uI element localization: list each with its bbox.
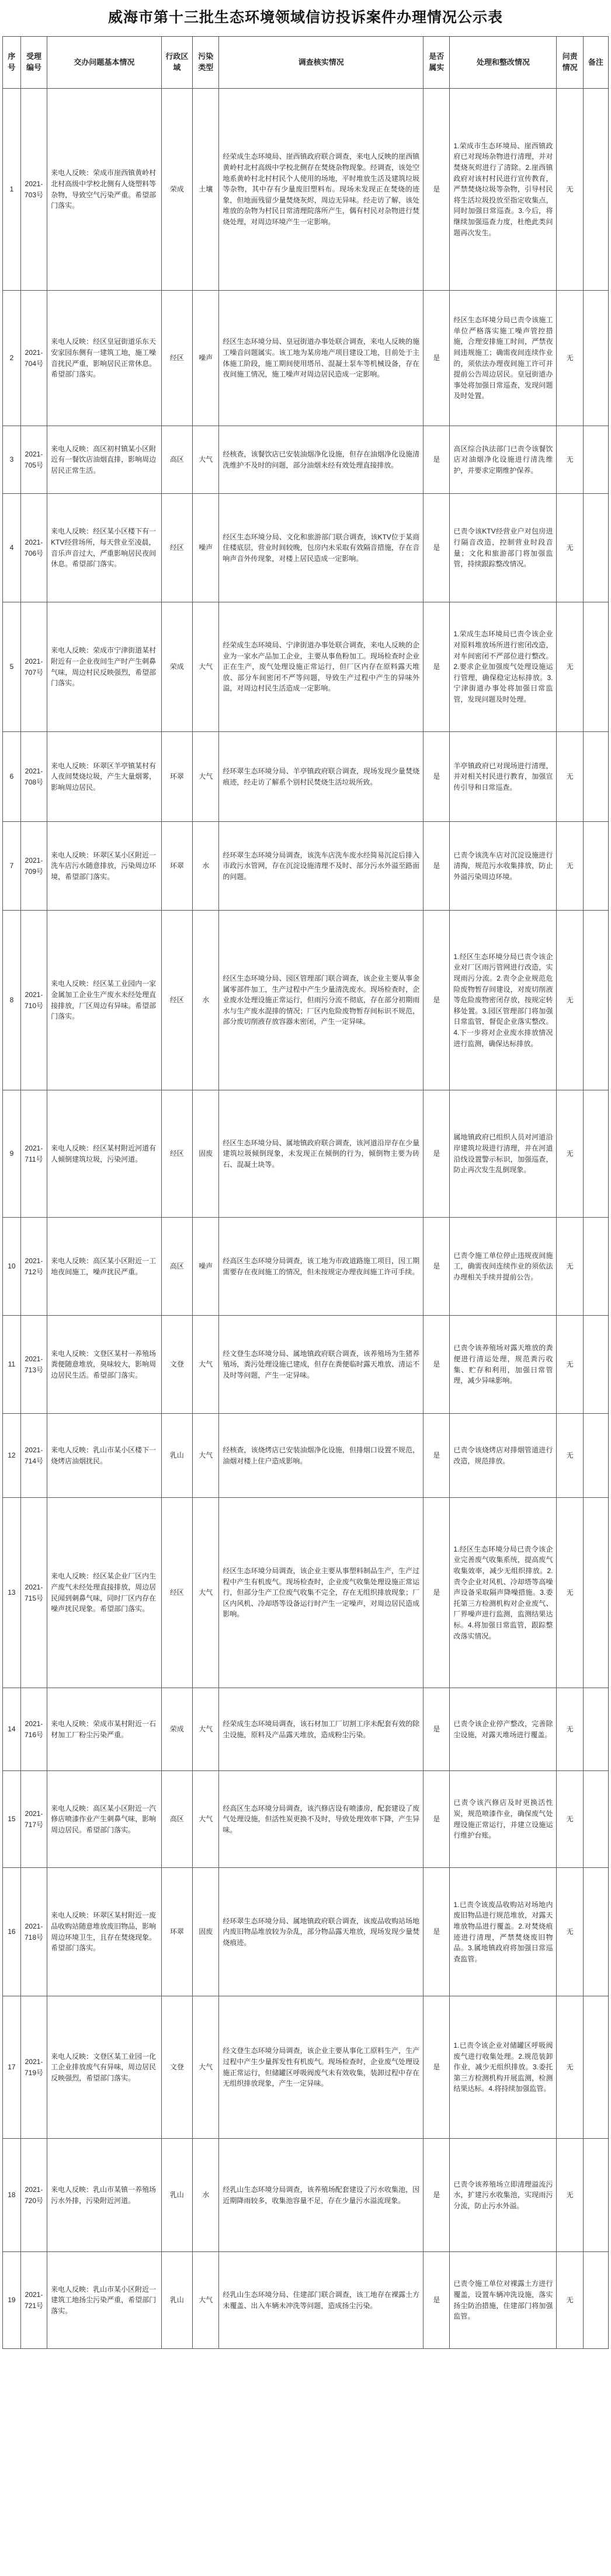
cell-pollution-type: 大气 [193, 1996, 219, 2139]
cell-investigation: 经荣成生态环境局、宁津街道办事处联合调查，来电人反映的企业为一家水产品加工企业，主要从事鱼粉加工。现场检查时企业正在生产，废气处理设施正常运行，但厂区内存在原料露天堆放、部分车间密闭不严等问题，导致生产过程中产生的异味外溢，对周边村民生活造成一定影响。 [219, 602, 423, 732]
cell-accountability: 无 [557, 426, 583, 494]
header-pollution-type: 污染类型 [193, 37, 219, 89]
cell-investigation: 经环翠生态环境分局、属地镇政府联合调查，该废品收购站场地内废旧物品堆放较为杂乱，部分物品露天堆放，现场发现少量焚烧痕迹。 [219, 1868, 423, 1996]
cell-accountability: 无 [557, 1498, 583, 1688]
cell-handling: 已责令该洗车店对沉淀设施进行清掏，规范污水收集排放，防止外溢污染周边环境。 [450, 822, 557, 911]
cell-case-no: 2021-716号 [20, 1688, 47, 1771]
cell-pollution-type: 噪声 [193, 494, 219, 602]
header-investigation: 调查核实情况 [219, 37, 423, 89]
cell-district: 高区 [161, 426, 192, 494]
cell-handling: 经区生态环境分局已责令该施工单位严格落实施工噪声管控措施，合理安排施工时间，严禁夜间违规施工；确需夜间连续作业的，须依法办理夜间施工许可并提前公告周边居民。皇冠街道办事处将加强日常巡查，发现问题及时处置。 [450, 291, 557, 426]
cell-seq: 16 [3, 1868, 21, 1996]
cell-seq: 17 [3, 1996, 21, 2139]
table-row [3, 2139, 609, 2252]
cell-district: 乳山 [161, 2252, 192, 2349]
cell-district: 乳山 [161, 1414, 192, 1498]
cell-handling: 已责令该烧烤店对排烟管道进行改造，规范排放。 [450, 1414, 557, 1498]
cell-accountability: 无 [557, 1414, 583, 1498]
table-row [3, 426, 609, 494]
cell-seq: 8 [3, 911, 21, 1090]
cell-case-no: 2021-712号 [20, 1218, 47, 1316]
cell-pollution-type: 大气 [193, 1771, 219, 1868]
cell-remarks [583, 494, 608, 602]
cell-verified: 是 [423, 1414, 450, 1498]
cell-remarks [583, 2252, 608, 2349]
cell-accountability: 无 [557, 2252, 583, 2349]
cell-pollution-type: 大气 [193, 426, 219, 494]
cell-pollution-type: 水 [193, 911, 219, 1090]
cell-accountability: 无 [557, 291, 583, 426]
cell-remarks [583, 911, 608, 1090]
cell-district: 荣成 [161, 1688, 192, 1771]
cell-handling: 1.经区生态环境分局已责令该企业完善废气收集系统，提高废气收集效率，减少无组织排放。2.责令企业对风机、冷却塔等高噪声设备采取隔声降噪措施。3.委托第三方检测机构对企业废气、厂界噪声进行监测，监测结果达标。4.将加强日常监管，跟踪整改落实情况。 [450, 1498, 557, 1688]
document-title: 威海市第十三批生态环境领域信访投诉案件办理情况公示表 [107, 9, 503, 26]
cell-district: 环翠 [161, 732, 192, 822]
cell-case-no: 2021-703号 [20, 89, 47, 291]
table-row [3, 1996, 609, 2139]
cell-accountability: 无 [557, 494, 583, 602]
cell-verified: 是 [423, 2139, 450, 2252]
cell-issue: 来电人反映：环翠区某小区附近一洗车店污水随意排放，污染周边环境，希望部门落实。 [47, 822, 161, 911]
cell-pollution-type: 固废 [193, 1090, 219, 1218]
cell-verified: 是 [423, 291, 450, 426]
cell-handling: 已责令该KTV经营业户对包房进行隔音改造，控制营业时段音量；文化和旅游部门将加强监管，持续跟踪整改情况。 [450, 494, 557, 602]
cell-pollution-type: 大气 [193, 1498, 219, 1688]
cell-investigation: 经乳山生态环境分局调查，该养殖场配套建设了污水收集池，因近期降雨较多，收集池容量不足，存在少量污水溢流现象。 [219, 2139, 423, 2252]
cell-district: 环翠 [161, 822, 192, 911]
cell-seq: 14 [3, 1688, 21, 1771]
cell-seq: 6 [3, 732, 21, 822]
cell-pollution-type: 大气 [193, 1688, 219, 1771]
cell-issue: 来电人反映：乳山市某小区楼下一烧烤店油烟扰民。 [47, 1414, 161, 1498]
header-seq: 序号 [3, 37, 21, 89]
cell-pollution-type: 大气 [193, 2252, 219, 2349]
cell-verified: 是 [423, 494, 450, 602]
cell-seq: 9 [3, 1090, 21, 1218]
cell-case-no: 2021-713号 [20, 1316, 47, 1414]
cell-accountability: 无 [557, 1090, 583, 1218]
cell-case-no: 2021-721号 [20, 2252, 47, 2349]
cell-verified: 是 [423, 2252, 450, 2349]
cell-verified: 是 [423, 911, 450, 1090]
cell-handling: 1.荣成生态环境局已责令该企业对原料堆放场所进行密闭改造，对车间密闭不严部位进行整改。2.要求企业加强废气处理设施运行管理，确保稳定达标排放。3.宁津街道办事处将加强日常监管，发现问题及时处理。 [450, 602, 557, 732]
cell-district: 经区 [161, 1090, 192, 1218]
cell-remarks [583, 89, 608, 291]
cell-investigation: 经荣成生态环境局、崖西镇政府联合调查，来电人反映的崖西镇黄岭村北村高级中学校北侧存在焚烧杂物现象。经调查，该处空地系黄岭村北村村民个人使用的场地，平时堆放生活及建筑垃圾等杂物，其中存有少量废旧塑料布。现场未发现正在焚烧的迹象，但地面残留少量焚烧灰烬，周边无异味。经走访了解，该处堆放的杂物为村民日常清理院落所产生，偶有村民对杂物进行焚烧处理，对周边环境产生一定影响。 [219, 89, 423, 291]
cell-issue: 来电人反映：经区某小区楼下有一KTV经营场所，每天营业至凌晨，音乐声音过大，严重影响居民夜间休息。希望部门落实。 [47, 494, 161, 602]
header-district: 行政区域 [161, 37, 192, 89]
cell-seq: 10 [3, 1218, 21, 1316]
cell-remarks [583, 1218, 608, 1316]
table-row [3, 1688, 609, 1771]
cell-verified: 是 [423, 1771, 450, 1868]
cell-handling: 1.经区生态环境分局已责令该企业对厂区雨污管网进行改造，实现雨污分流。2.责令企业规范危险废物暂存间建设，对废切削液等危险废物密闭存放，按规定转移处置。3.园区管理部门将加强日常监管，督促企业落实整改。4.下一步将对企业废水排放情况进行监测，确保达标排放。 [450, 911, 557, 1090]
cell-case-no: 2021-715号 [20, 1498, 47, 1688]
cell-verified: 是 [423, 602, 450, 732]
header-verified: 是否属实 [423, 37, 450, 89]
cell-issue: 来电人反映：文登区某工业园一化工企业排放废气有异味，周边居民反映强烈，希望部门落实。 [47, 1996, 161, 2139]
cell-verified: 是 [423, 1688, 450, 1771]
cell-investigation: 经区生态环境分局、皇冠街道办事处联合调查，来电人反映的施工噪音问题属实。该工地为某房地产项目建设工地，目前处于主体施工阶段，施工期间使用塔吊、混凝土泵车等机械设备，存在夜间施工情况，施工噪声对周边居民造成一定影响。 [219, 291, 423, 426]
table-row [3, 1498, 609, 1688]
cell-case-no: 2021-710号 [20, 911, 47, 1090]
cell-issue: 来电人反映：经区某村附近河道有人倾倒建筑垃圾，污染河道。 [47, 1090, 161, 1218]
cell-case-no: 2021-711号 [20, 1090, 47, 1218]
cell-accountability: 无 [557, 822, 583, 911]
cell-investigation: 经区生态环境分局、园区管理部门联合调查，该企业主要从事金属零部件加工，生产过程中产生少量清洗废水。现场检查时，企业废水处理设施正常运行，但雨污分流不彻底，存在部分初期雨水与生产废水混排的情况；厂区内危险废物暂存间标识不规范，部分废切削液存放容器未密闭，产生一定异味。 [219, 911, 423, 1090]
cell-handling: 已责令该养殖场对露天堆放的粪便进行清运处理，规范粪污收集、贮存和利用，加强日常管理，减少异味影响。 [450, 1316, 557, 1414]
cell-handling: 已责令该养殖场立即清理溢流污水，扩建污水收集池，实现雨污分流，防止污水外溢。 [450, 2139, 557, 2252]
header-issue: 交办问题基本情况 [47, 37, 161, 89]
cell-investigation: 经区生态环境分局、属地镇政府联合调查，该河道沿岸存在少量建筑垃圾倾倒现象，未发现正在倾倒的行为，倾倒物主要为砖石、混凝土块等。 [219, 1090, 423, 1218]
cell-investigation: 经核查，该烧烤店已安装油烟净化设施，但排烟口设置不规范，油烟对楼上住户造成影响。 [219, 1414, 423, 1498]
cell-accountability: 无 [557, 1218, 583, 1316]
cell-seq: 11 [3, 1316, 21, 1414]
cell-issue: 来电人反映：环翠区羊亭镇某村有人夜间焚烧垃圾，产生大量烟雾，影响周边居民。 [47, 732, 161, 822]
table-row [3, 1868, 609, 1996]
cell-handling: 已责令该企业停产整改，完善除尘设施，对露天堆场进行覆盖。 [450, 1688, 557, 1771]
cell-pollution-type: 大气 [193, 732, 219, 822]
cell-pollution-type: 大气 [193, 1316, 219, 1414]
cell-seq: 15 [3, 1771, 21, 1868]
cell-case-no: 2021-708号 [20, 732, 47, 822]
cell-handling: 羊亭镇政府已对现场进行清理，并对相关村民进行教育，加强宣传引导和日常巡查。 [450, 732, 557, 822]
cell-investigation: 经荣成生态环境局调查，该石材加工厂切割工序未配套有效的除尘设施，原料及产品露天堆放，造成粉尘污染。 [219, 1688, 423, 1771]
cell-pollution-type: 大气 [193, 602, 219, 732]
table-row [3, 494, 609, 602]
header-handling: 处理和整改情况 [450, 37, 557, 89]
cell-case-no: 2021-709号 [20, 822, 47, 911]
cell-remarks [583, 1090, 608, 1218]
cell-issue: 来电人反映：经区某企业厂区内生产废气未经处理直接排放，周边居民闻到刺鼻气味，同时厂区内存在噪声扰民现象。希望部门落实。 [47, 1498, 161, 1688]
cell-case-no: 2021-707号 [20, 602, 47, 732]
cell-handling: 1.已责令该企业对储罐区呼吸阀废气进行收集处理。2.规范装卸作业，减少无组织排放。3.委托第三方检测机构开展监测，检测结果达标。4.将持续加强监管。 [450, 1996, 557, 2139]
table-row [3, 89, 609, 291]
cell-remarks [583, 822, 608, 911]
header-row [3, 37, 609, 89]
cell-case-no: 2021-704号 [20, 291, 47, 426]
cell-seq: 5 [3, 602, 21, 732]
table-row [3, 1316, 609, 1414]
cell-issue: 来电人反映：荣成市某村附近一石材加工厂粉尘污染严重。 [47, 1688, 161, 1771]
cell-investigation: 经环翠生态环境分局调查，该洗车店洗车废水经简易沉淀后排入市政污水管网，存在沉淀设施清理不及时、部分污水外溢至路面的问题。 [219, 822, 423, 911]
cell-seq: 7 [3, 822, 21, 911]
table-row [3, 732, 609, 822]
cell-seq: 12 [3, 1414, 21, 1498]
cell-accountability: 无 [557, 89, 583, 291]
cell-case-no: 2021-705号 [20, 426, 47, 494]
header-remarks: 备注 [583, 37, 608, 89]
cell-issue: 来电人反映：高区某小区附近一汽修店喷漆作业产生刺鼻气味，影响周边居民。希望部门落实。 [47, 1771, 161, 1868]
cell-investigation: 经文登生态环境分局调查，该企业主要从事化工原料生产，生产过程中产生少量挥发性有机废气。现场检查时，企业废气处理设施正常运行，但储罐区呼吸阀废气未有效收集，装卸过程中存在无组织排放现象，产生一定异味。 [219, 1996, 423, 2139]
cell-remarks [583, 291, 608, 426]
cell-accountability: 无 [557, 602, 583, 732]
cell-pollution-type: 噪声 [193, 291, 219, 426]
cell-case-no: 2021-719号 [20, 1996, 47, 2139]
cell-verified: 是 [423, 1316, 450, 1414]
cell-district: 经区 [161, 911, 192, 1090]
cell-pollution-type: 土壤 [193, 89, 219, 291]
cell-pollution-type: 水 [193, 822, 219, 911]
cell-handling: 已责令施工单位停止违规夜间施工，确需夜间连续作业的须依法办理相关手续并提前公告。 [450, 1218, 557, 1316]
cell-verified: 是 [423, 1996, 450, 2139]
cell-issue: 来电人反映：乳山市某小区附近一建筑工地扬尘污染严重，希望部门落实。 [47, 2252, 161, 2349]
cell-accountability: 无 [557, 1688, 583, 1771]
cell-accountability: 无 [557, 2139, 583, 2252]
cell-remarks [583, 1996, 608, 2139]
cell-issue: 来电人反映：乳山市某镇一养殖场污水外排，污染附近河道。 [47, 2139, 161, 2252]
cell-handling: 高区综合执法部门已责令该餐饮店对油烟净化设施进行清洗维护，并要求定期维护保养。 [450, 426, 557, 494]
cell-handling: 已责令施工单位对裸露土方进行覆盖，设置车辆冲洗设施，落实扬尘防治措施，住建部门将加强监管。 [450, 2252, 557, 2349]
cell-accountability: 无 [557, 911, 583, 1090]
cell-pollution-type: 噪声 [193, 1218, 219, 1316]
cell-pollution-type: 大气 [193, 1414, 219, 1498]
cell-district: 经区 [161, 494, 192, 602]
cell-issue: 来电人反映：环翠区某村附近一废品收购站随意堆放废旧物品，影响周边环境卫生，且存在焚烧现象。希望部门落实。 [47, 1868, 161, 1996]
cell-investigation: 经区生态环境分局调查，该企业主要从事塑料制品生产，生产过程中产生有机废气。现场检查时，企业废气收集处理设施正常运行，但部分生产工位废气收集不完全，存在无组织排放现象；厂区内风机、冷却塔等设备运行时产生一定噪声，对周边居民造成影响。 [219, 1498, 423, 1688]
cell-seq: 13 [3, 1498, 21, 1688]
cell-seq: 4 [3, 494, 21, 602]
cell-accountability: 无 [557, 732, 583, 822]
cell-issue: 来电人反映：高区初村镇某小区附近有一餐饮店油烟直排，影响周边居民正常生活。 [47, 426, 161, 494]
cell-handling: 属地镇政府已组织人员对河道沿岸建筑垃圾进行清理，并在河道沿线设置警示标识，加强巡查，防止再次发生乱倒现象。 [450, 1090, 557, 1218]
cell-case-no: 2021-706号 [20, 494, 47, 602]
cell-district: 文登 [161, 1316, 192, 1414]
table-row [3, 2252, 609, 2349]
cell-seq: 1 [3, 89, 21, 291]
cell-issue: 来电人反映：高区某小区附近一工地夜间施工，噪声扰民严重。 [47, 1218, 161, 1316]
cell-investigation: 经文登生态环境分局、属地镇政府联合调查，该养殖场为生猪养殖场，粪污处理设施已建成，但存在粪便临时露天堆放、清运不及时等问题，产生一定异味。 [219, 1316, 423, 1414]
table-row [3, 1771, 609, 1868]
cell-seq: 19 [3, 2252, 21, 2349]
cell-remarks [583, 1498, 608, 1688]
cell-verified: 是 [423, 89, 450, 291]
cell-issue: 来电人反映：文登区某村一养殖场粪便随意堆放，臭味较大，影响周边居民生活。希望部门落实。 [47, 1316, 161, 1414]
cell-seq: 3 [3, 426, 21, 494]
table-row [3, 1090, 609, 1218]
cell-handling: 已责令该汽修店及时更换活性炭，规范喷漆作业，确保废气处理设施正常运行，并建立设施运行维护台账。 [450, 1771, 557, 1868]
cell-verified: 是 [423, 1218, 450, 1316]
cell-remarks [583, 602, 608, 732]
cell-issue: 来电人反映：经区某工业园内一家金属加工企业生产废水未经处理直接排放，厂区周边有异味。希望部门落实。 [47, 911, 161, 1090]
cell-investigation: 经乳山生态环境分局、住建部门联合调查，该工地存在裸露土方未覆盖、出入车辆未冲洗等问题，造成扬尘污染。 [219, 2252, 423, 2349]
cell-remarks [583, 732, 608, 822]
cell-case-no: 2021-714号 [20, 1414, 47, 1498]
cell-verified: 是 [423, 732, 450, 822]
cell-seq: 2 [3, 291, 21, 426]
table-row [3, 1414, 609, 1498]
cell-accountability: 无 [557, 1771, 583, 1868]
cell-seq: 18 [3, 2139, 21, 2252]
cell-remarks [583, 1771, 608, 1868]
cell-investigation: 经环翠生态环境分局、羊亭镇政府联合调查，现场发现少量焚烧痕迹，经走访了解系个别村民焚烧生活垃圾所致。 [219, 732, 423, 822]
table-row [3, 911, 609, 1090]
cell-district: 高区 [161, 1218, 192, 1316]
cell-handling: 1.荣成市生态环境局、崖西镇政府已对现场杂物进行清理，并对焚烧灰烬进行了清除。2.崖西镇政府对该村村民进行宣传教育，严禁焚烧垃圾等杂物，引导村民将生活垃圾投放至指定收集点，同时加强日常巡查。3.今后，将继续加强巡查力度，杜绝此类问题再次发生。 [450, 89, 557, 291]
cell-handling: 1.已责令该废品收购站对场地内废旧物品进行规范堆放，对露天堆放物品进行覆盖。2.对焚烧痕迹进行清理，严禁焚烧废旧物品。3.属地镇政府将加强日常巡查监管。 [450, 1868, 557, 1996]
cell-case-no: 2021-718号 [20, 1868, 47, 1996]
cell-district: 文登 [161, 1996, 192, 2139]
cell-investigation: 经高区生态环境分局调查，该工地为市政道路施工项目，因工期需要存在夜间施工的情况，但未按规定办理夜间施工许可手续。 [219, 1218, 423, 1316]
cell-verified: 是 [423, 426, 450, 494]
cell-investigation: 经高区生态环境分局调查，该汽修店设有喷漆房，配套建设了废气处理设施，但活性炭更换不及时，导致处理效率下降，产生异味。 [219, 1771, 423, 1868]
cell-district: 经区 [161, 291, 192, 426]
cell-remarks [583, 426, 608, 494]
cell-verified: 是 [423, 822, 450, 911]
cell-remarks [583, 1868, 608, 1996]
case-table [2, 36, 609, 2349]
cell-accountability: 无 [557, 1868, 583, 1996]
cell-pollution-type: 水 [193, 2139, 219, 2252]
table-row [3, 602, 609, 732]
cell-issue: 来电人反映：荣成市崖西镇黄岭村北村高级中学校北侧有人烧塑料等杂物，导致空气污染严重。希望部门落实。 [47, 89, 161, 291]
header-accountability: 问责情况 [557, 37, 583, 89]
cell-case-no: 2021-720号 [20, 2139, 47, 2252]
cell-remarks [583, 1316, 608, 1414]
cell-pollution-type: 固废 [193, 1868, 219, 1996]
cell-remarks [583, 1688, 608, 1771]
cell-district: 乳山 [161, 2139, 192, 2252]
cell-district: 荣成 [161, 89, 192, 291]
cell-remarks [583, 1414, 608, 1498]
cell-verified: 是 [423, 1090, 450, 1218]
cell-district: 荣成 [161, 602, 192, 732]
cell-remarks [583, 2139, 608, 2252]
table-row [3, 822, 609, 911]
header-case-no: 受理编号 [20, 37, 47, 89]
cell-case-no: 2021-717号 [20, 1771, 47, 1868]
table-row [3, 1218, 609, 1316]
cell-issue: 来电人反映：经区皇冠街道乐东天安家园东侧有一建筑工地，施工噪音扰民严重，影响居民正常休息。希望部门落实。 [47, 291, 161, 426]
cell-district: 环翠 [161, 1868, 192, 1996]
cell-investigation: 经区生态环境分局、文化和旅游部门联合调查，该KTV位于某商住楼底层，营业时间较晚，包房内未采取有效隔音措施，存在音响声音外传现象，对楼上居民造成一定影响。 [219, 494, 423, 602]
cell-accountability: 无 [557, 1316, 583, 1414]
cell-district: 经区 [161, 1498, 192, 1688]
cell-verified: 是 [423, 1498, 450, 1688]
cell-district: 高区 [161, 1771, 192, 1868]
cell-investigation: 经核查，该餐饮店已安装油烟净化设施，但存在油烟净化设施清洗维护不及时的问题，部分油烟未经有效处理直接排放。 [219, 426, 423, 494]
cell-issue: 来电人反映：荣成市宁津街道某村附近有一企业夜间生产时产生刺鼻气味，周边村民反映强烈，希望部门落实。 [47, 602, 161, 732]
cell-accountability: 无 [557, 1996, 583, 2139]
cell-verified: 是 [423, 1868, 450, 1996]
table-row [3, 291, 609, 426]
